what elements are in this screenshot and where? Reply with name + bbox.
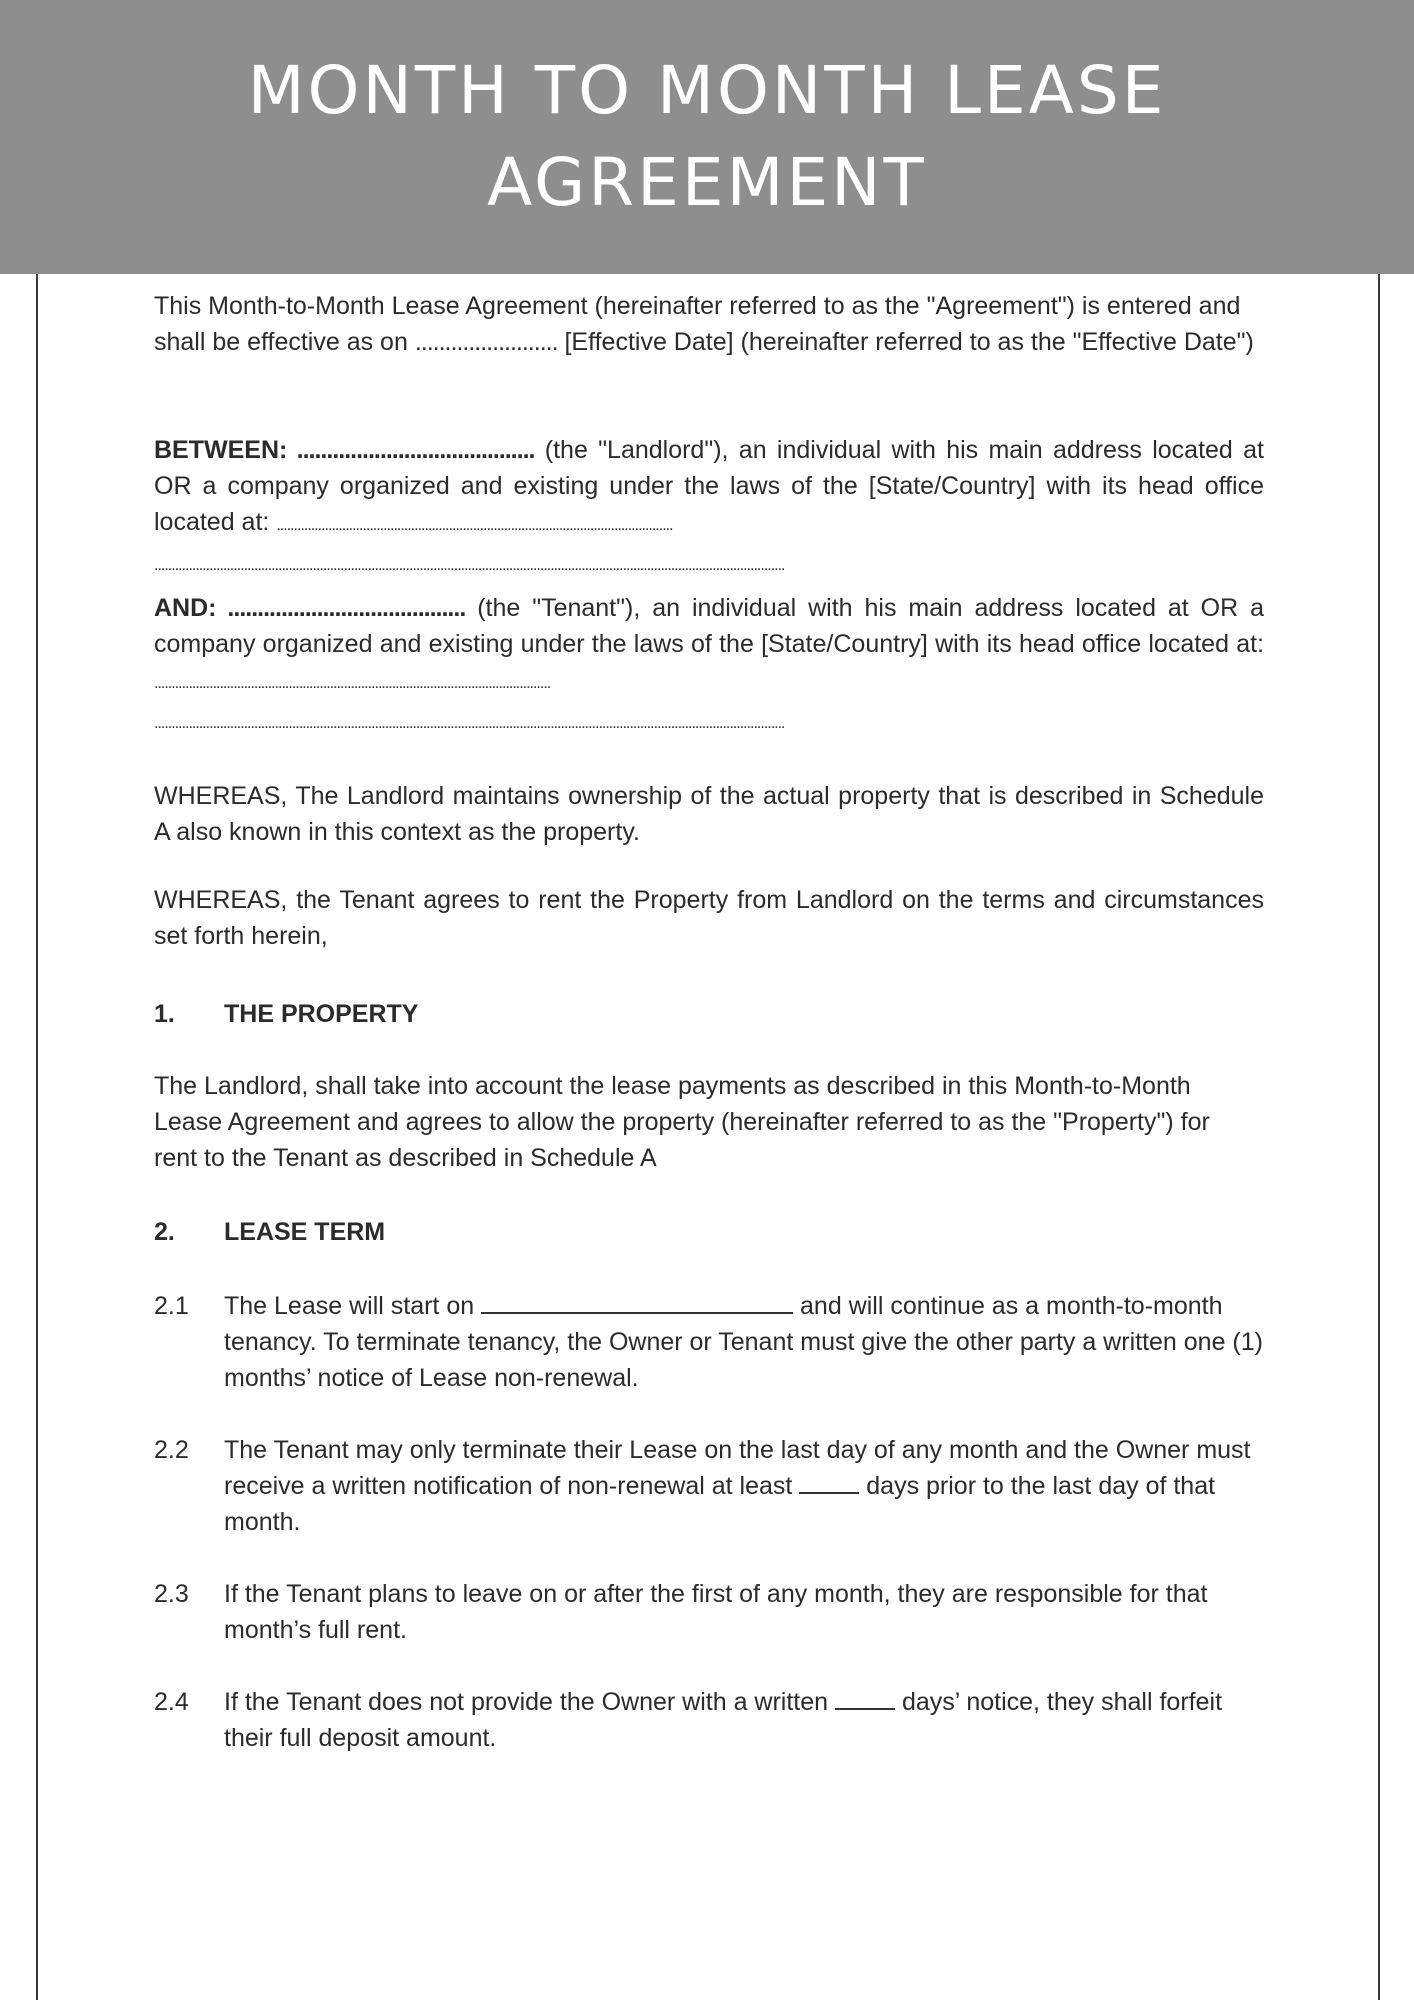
clause-number: 2.4 [154, 1688, 189, 1716]
tenant-address-line: ....................................................................................................................................................................................... [154, 715, 785, 732]
and-paragraph: AND: ........................................ (the "Tenant"), an individual with his main address located at OR a company organized and existing under the laws of the [State/Country] with its head office located at: ................................................................................................................... [154, 594, 1264, 692]
whereas-paragraph-1: WHEREAS, The Landlord maintains ownership of the actual property that is described in Schedule A also known in this context as the property. [154, 782, 1264, 846]
clause-number: 2.1 [154, 1292, 189, 1320]
clause-text: If the Tenant does not provide the Owner with a written days’ notice, they shall forfeit their full deposit amount. [224, 1688, 1223, 1752]
section-1-heading [154, 996, 1264, 1032]
between-paragraph: BETWEEN: ........................................ (the "Landlord"), an individual with his main address located at OR a company organized and existing under the laws of the [State/Country] with its head office located at: ................................................................................................................... [154, 436, 1264, 536]
written-notice-days-blank [835, 1686, 895, 1710]
whereas-paragraph-2: WHEREAS, the Tenant agrees to rent the Property from Landlord on the terms and circumstances set forth herein, [154, 886, 1264, 950]
tenant-name-blank: ........................................ [216, 594, 466, 622]
document-body [154, 288, 1264, 1756]
landlord-address-blank: ................................................................................................................... [276, 517, 673, 534]
clause-text: The Lease will start on and will continue as a month-to-month tenancy. To terminate tenancy, the Owner or Tenant must give the other party a written one (1) months’ notice of Lease non-renewal. [224, 1292, 1263, 1392]
between-label: BETWEEN: [154, 436, 288, 464]
clause-2-3 [154, 1576, 1264, 1648]
tenant-address-blank: ................................................................................................................... [154, 675, 551, 692]
document-title: MONTH TO MONTH LEASE AGREEMENT [247, 52, 1167, 221]
clause-2-1 [154, 1288, 1264, 1396]
effective-date-blank: ........................ [414, 328, 558, 356]
clause-text: If the Tenant plans to leave on or after the first of any month, they are responsible for that month’s full rent. [224, 1580, 1208, 1644]
section-2-heading [154, 1214, 1264, 1250]
section-1-body: The Landlord, shall take into account the lease payments as described in this Month-to-Month Lease Agreement and agrees to allow the property (hereinafter referred to as the "Property") for rent to the Tenant as described in Schedule A [154, 1072, 1210, 1172]
landlord-name-blank: ........................................ [287, 436, 535, 464]
title-banner [0, 0, 1414, 274]
clause-number: 2.2 [154, 1436, 189, 1464]
section-title: THE PROPERTY [224, 1000, 419, 1028]
intro-paragraph: This Month-to-Month Lease Agreement (hereinafter referred to as the "Agreement") is entered and shall be effective as on ........................ [Effective Date] (hereinafter referred to as the "Effective Date") [154, 292, 1254, 356]
landlord-address-line: ....................................................................................................................................................................................... [154, 557, 785, 574]
clause-number: 2.3 [154, 1580, 189, 1608]
section-title: LEASE TERM [224, 1218, 386, 1246]
clause-text: The Tenant may only terminate their Lease on the last day of any month and the Owner must receive a written notification of non-renewal at least days prior to the last day of that month. [224, 1436, 1251, 1536]
notice-days-blank [799, 1470, 859, 1494]
clause-2-2 [154, 1432, 1264, 1540]
section-number: 2. [154, 1218, 175, 1246]
and-label: AND: [154, 594, 217, 622]
lease-start-date-blank [481, 1290, 793, 1314]
section-number: 1. [154, 1000, 175, 1028]
clause-2-4 [154, 1684, 1264, 1756]
